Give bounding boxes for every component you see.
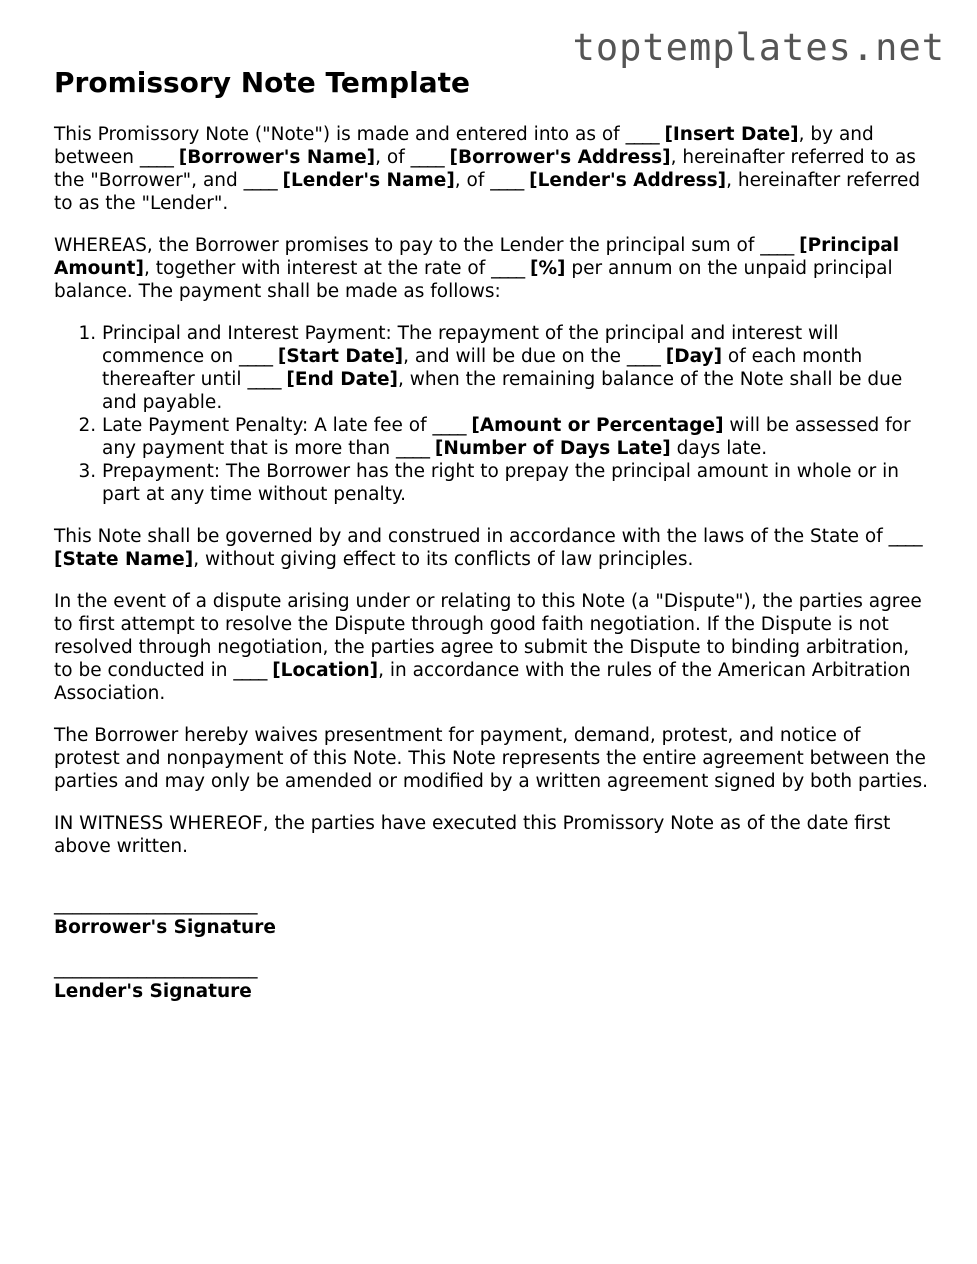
principal-amount-field: [Principal Amount] [54,235,900,279]
blank: ____ [243,170,277,191]
document-body [54,64,929,1021]
blank: ____ [490,170,524,191]
text: , hereinafter referred to as the "Lender". [54,170,921,214]
text: of each month thereafter until [102,346,863,390]
blank: ____ [139,147,173,168]
start-date-field: [Start Date] [277,346,404,367]
lender-signature-block [54,957,929,1003]
end-date-field: [End Date] [286,369,398,390]
intro-paragraph [54,123,929,215]
text: Late Payment Penalty: A late fee of [102,415,427,436]
lender-name-field: [Lender's Name] [282,170,455,191]
lender-signature-label: Lender's Signature [54,981,252,1002]
list-item-principal-interest [102,322,929,414]
list-item-prepayment [102,460,929,506]
blank: ____ [432,415,466,436]
blank: ____ [233,660,267,681]
text: , of [375,147,405,168]
blank: ____ [239,346,273,367]
text: This Note shall be governed by and construed in accordance with the laws of the State of [54,526,883,547]
blank: ____ [626,346,660,367]
blank: ____ [888,526,922,547]
governing-law-paragraph [54,525,929,571]
text: days late. [670,438,768,459]
watermark: toptemplates.net [572,26,945,69]
blank: ____ [625,124,659,145]
signature-line: ______________________ [54,958,258,979]
borrower-address-field: [Borrower's Address] [449,147,671,168]
text: , of [454,170,485,191]
blank: ____ [410,147,444,168]
waiver-paragraph: The Borrower hereby waives presentment for payment, demand, protest, and notice of protest and nonpayment of this Note. This Note represents the entire agreement between the parties and may only be amended or modified by a written agreement signed by both parties. [54,725,928,792]
location-field: [Location] [272,660,379,681]
text: per annum on the unpaid principal balance. The payment shall be made as follows: [54,258,893,302]
text: WHEREAS, the Borrower promises to pay to the Lender the principal sum of [54,235,755,256]
list-item-late-penalty [102,414,929,460]
blank: ____ [760,235,794,256]
signature-line: ______________________ [54,894,258,915]
borrower-name-field: [Borrower's Name] [178,147,376,168]
text: Prepayment: The Borrower has the right to prepay the principal amount in whole or in part at any time without penalty. [102,461,900,505]
text: , without giving effect to its conflicts of law principles. [193,549,694,570]
lender-address-field: [Lender's Address] [529,170,727,191]
percent-field: [%] [530,258,566,279]
text: , together with interest at the rate of [143,258,486,279]
blank: ____ [491,258,525,279]
witness-paragraph: IN WITNESS WHEREOF, the parties have executed this Promissory Note as of the date first above written. [54,813,891,857]
whereas-paragraph [54,234,929,303]
text: , hereinafter referred to as the "Borrower", and [54,147,916,191]
borrower-signature-label: Borrower's Signature [54,917,276,938]
text: This Promissory Note ("Note") is made and entered into as of [54,124,620,145]
state-name-field: [State Name] [54,549,194,570]
blank: ____ [247,369,281,390]
page-title: Promissory Note Template [54,66,470,99]
text: , when the remaining balance of the Note shall be due and payable. [102,369,903,413]
text: will be assessed for any payment that is more than [102,415,911,459]
day-field: [Day] [665,346,723,367]
amount-field: [Amount or Percentage] [471,415,724,436]
text: In the event of a dispute arising under or relating to this Note (a "Dispute"), the parties agree to first attempt to resolve the Dispute through good faith negotiation. If the Dispute is not resolved through negotiation, the parties agree to submit the Dispute to binding arbitration, to be conducted in [54,591,922,681]
borrower-signature-block [54,893,929,939]
text: , and will be due on the [403,346,622,367]
text: Principal and Interest Payment: The repayment of the principal and interest will commence on [102,323,839,367]
blank: ____ [396,438,430,459]
dispute-paragraph [54,590,929,705]
text: , by and between [54,124,874,168]
text: , in accordance with the rules of the American Arbitration Association. [54,660,911,704]
insert-date-field: [Insert Date] [664,124,799,145]
days-late-field: [Number of Days Late] [434,438,671,459]
payment-terms-list [54,322,929,506]
